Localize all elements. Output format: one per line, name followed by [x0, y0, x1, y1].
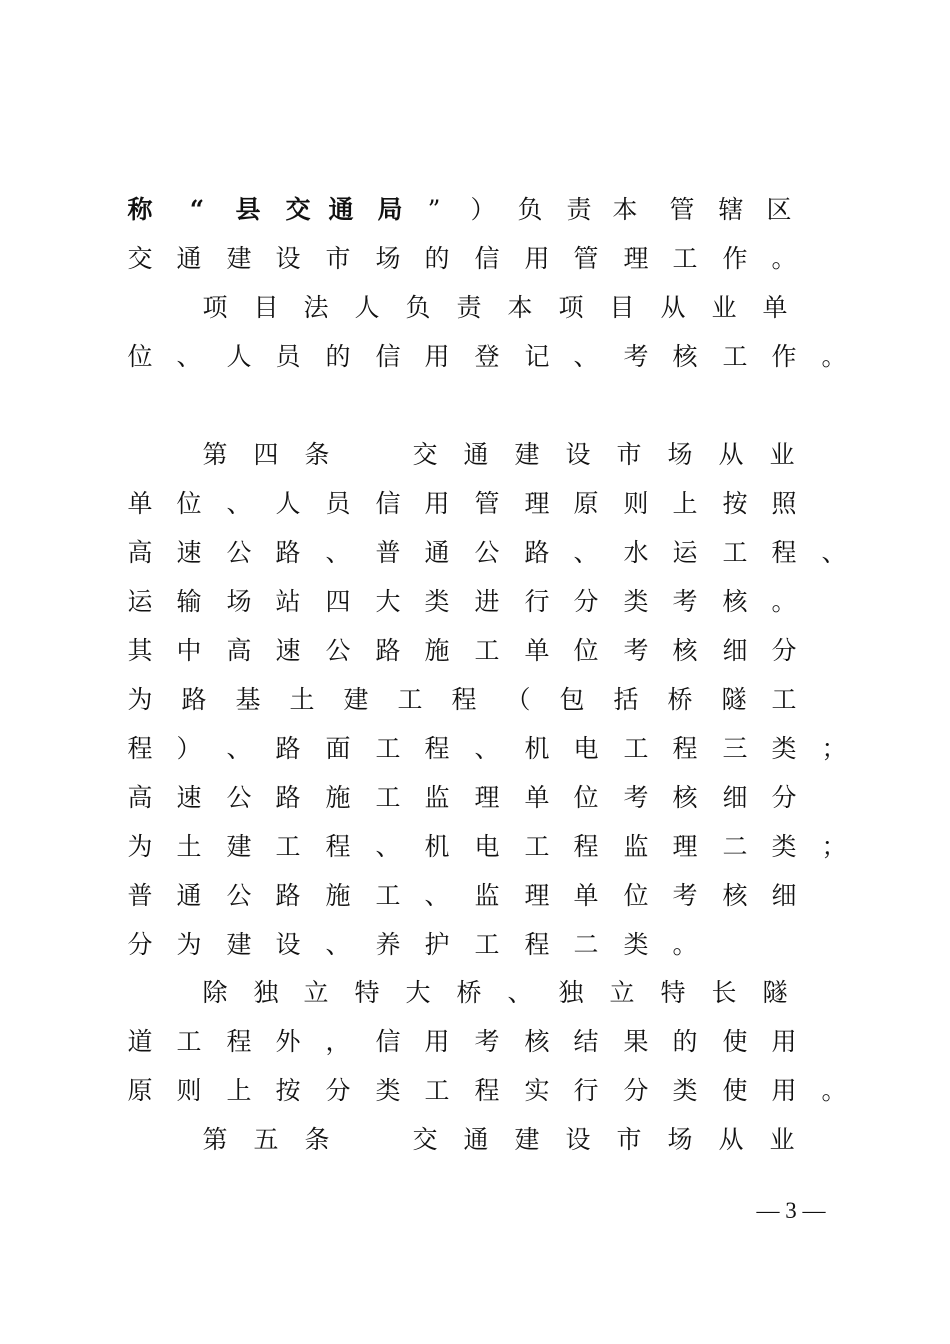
text-char: 机 — [524, 734, 550, 763]
text-char: 高 — [226, 636, 252, 665]
text-char: 局 — [377, 195, 403, 224]
text-char: 作 — [771, 342, 797, 371]
text-char: 场 — [226, 587, 252, 616]
text-char: 施 — [325, 783, 351, 812]
text-char: 使 — [722, 1076, 748, 1105]
text-char: 公 — [325, 636, 351, 665]
text-char: 工 — [375, 881, 401, 910]
text-char: 为 — [127, 685, 153, 714]
text-char: 上 — [226, 1076, 252, 1105]
text-char: 隧 — [762, 978, 788, 1007]
text-char: 理 — [623, 244, 649, 273]
text-char: 通 — [328, 195, 354, 224]
text-char: 除 — [202, 978, 228, 1007]
text-char: 考 — [623, 636, 649, 665]
text-char: 的 — [424, 244, 450, 273]
text-char: 人 — [226, 342, 252, 371]
text-char: 建 — [226, 930, 252, 959]
text-char: 业 — [769, 440, 795, 469]
text-char: 细 — [771, 881, 797, 910]
text-char: 公 — [226, 783, 252, 812]
text-char: 。 — [771, 244, 797, 273]
text-char: 、 — [375, 832, 401, 861]
text-char: 核 — [722, 587, 748, 616]
text-char: 土 — [289, 685, 315, 714]
text-char: 程 — [672, 734, 698, 763]
text-char: 工 — [375, 734, 401, 763]
text-line — [0, 484, 950, 524]
text-char: 程 — [524, 930, 550, 959]
text-line — [0, 925, 950, 965]
text-char: 立 — [303, 978, 329, 1007]
text-char: 辖 — [718, 195, 744, 224]
text-char: 程 — [451, 685, 477, 714]
text-char: 五 — [253, 1125, 279, 1154]
text-line — [0, 973, 950, 1013]
text-char: 登 — [474, 342, 500, 371]
text-char: 路 — [375, 636, 401, 665]
text-char: 单 — [762, 293, 788, 322]
text-char: 、 — [474, 734, 500, 763]
text-char: 第 — [202, 1125, 228, 1154]
text-char: ； — [821, 734, 847, 763]
text-char: 分 — [771, 783, 797, 812]
text-char: 路 — [275, 734, 301, 763]
text-char: 作 — [722, 244, 748, 273]
text-char: 理 — [672, 832, 698, 861]
text-char: 工 — [722, 538, 748, 567]
text-char: 责 — [456, 293, 482, 322]
text-char: ； — [821, 832, 847, 861]
text-char: 工 — [524, 832, 550, 861]
text-char: 交 — [127, 244, 153, 273]
text-char: 桥 — [456, 978, 482, 1007]
text-char: 人 — [354, 293, 380, 322]
text-char: 位 — [573, 636, 599, 665]
text-char: 类 — [424, 587, 450, 616]
text-char: 三 — [722, 734, 748, 763]
text-line — [0, 435, 950, 475]
text-char: 员 — [325, 489, 351, 518]
text-char: 理 — [524, 881, 550, 910]
text-char: 电 — [474, 832, 500, 861]
text-char: 分 — [771, 636, 797, 665]
text-char: “ — [189, 195, 205, 224]
text-char: 监 — [623, 832, 649, 861]
text-char: 行 — [524, 587, 550, 616]
text-char: ） — [176, 734, 202, 763]
text-char: 则 — [623, 489, 649, 518]
text-char: 条 — [304, 1125, 330, 1154]
text-char: 信 — [375, 1027, 401, 1056]
text-char: 建 — [226, 244, 252, 273]
text-char: 用 — [771, 1027, 797, 1056]
text-char: 原 — [127, 1076, 153, 1105]
text-char: 法 — [303, 293, 329, 322]
text-char: 类 — [623, 930, 649, 959]
text-char: 监 — [424, 783, 450, 812]
text-char: 独 — [558, 978, 584, 1007]
text-char: 考 — [672, 881, 698, 910]
text-char: 。 — [821, 1076, 847, 1105]
text-char: 单 — [524, 636, 550, 665]
text-char: 本 — [507, 293, 533, 322]
text-char: 项 — [558, 293, 584, 322]
text-char: 信 — [375, 489, 401, 518]
text-char: 、 — [325, 930, 351, 959]
text-char: 原 — [573, 489, 599, 518]
text-char: 业 — [711, 293, 737, 322]
text-char: 包 — [559, 685, 585, 714]
text-char: 桥 — [667, 685, 693, 714]
text-char: 市 — [616, 440, 642, 469]
text-char: 建 — [226, 832, 252, 861]
text-char: 类 — [771, 734, 797, 763]
text-char: 输 — [176, 587, 202, 616]
text-char: 设 — [275, 930, 301, 959]
text-char: 。 — [771, 587, 797, 616]
text-char: 目 — [609, 293, 635, 322]
text-char: 位 — [176, 489, 202, 518]
text-char: 二 — [722, 832, 748, 861]
text-char: 业 — [769, 1125, 795, 1154]
text-char: 单 — [524, 783, 550, 812]
text-line — [0, 827, 950, 867]
text-char: 监 — [474, 881, 500, 910]
text-char: 括 — [613, 685, 639, 714]
text-char: 按 — [722, 489, 748, 518]
text-char: 、 — [226, 489, 252, 518]
text-char: 普 — [375, 538, 401, 567]
text-char: 核 — [722, 881, 748, 910]
text-char: 单 — [127, 489, 153, 518]
text-char: 速 — [176, 783, 202, 812]
text-char: 管 — [573, 244, 599, 273]
text-char: 四 — [325, 587, 351, 616]
text-char: 人 — [275, 489, 301, 518]
text-char: 通 — [424, 538, 450, 567]
text-char: 行 — [573, 1076, 599, 1105]
text-char: 项 — [202, 293, 228, 322]
text-line — [0, 1071, 950, 1111]
text-char: 程 — [226, 1027, 252, 1056]
text-char: 、 — [325, 538, 351, 567]
text-char: 、 — [424, 881, 450, 910]
text-char: 速 — [176, 538, 202, 567]
text-char: 称 — [127, 195, 153, 224]
text-char: 信 — [375, 342, 401, 371]
text-char: 交 — [285, 195, 311, 224]
text-char: 工 — [474, 930, 500, 959]
text-char: 交 — [412, 440, 438, 469]
text-char: 市 — [616, 1125, 642, 1154]
text-char: 果 — [623, 1027, 649, 1056]
text-char: 电 — [573, 734, 599, 763]
text-char: 则 — [176, 1076, 202, 1105]
text-char: ， — [325, 1027, 351, 1056]
text-char: 分 — [325, 1076, 351, 1105]
text-char: 建 — [514, 440, 540, 469]
text-line — [0, 190, 950, 230]
text-char: 基 — [235, 685, 261, 714]
text-char: 程 — [474, 1076, 500, 1105]
text-char: 大 — [405, 978, 431, 1007]
text-char: 护 — [424, 930, 450, 959]
text-char: 本 — [612, 195, 638, 224]
text-char: 通 — [176, 881, 202, 910]
text-char: 类 — [771, 832, 797, 861]
text-char: 的 — [672, 1027, 698, 1056]
text-line — [0, 729, 950, 769]
text-char: 通 — [463, 1125, 489, 1154]
text-line — [0, 582, 950, 622]
text-char: 公 — [474, 538, 500, 567]
text-char: 、 — [176, 342, 202, 371]
text-char: ） — [470, 195, 496, 224]
text-char: 实 — [524, 1076, 550, 1105]
text-char: 工 — [771, 685, 797, 714]
text-char: 工 — [397, 685, 423, 714]
text-char: 特 — [660, 978, 686, 1007]
text-char: 。 — [821, 342, 847, 371]
text-line — [0, 778, 950, 818]
text-char: 路 — [275, 783, 301, 812]
text-char: 第 — [202, 440, 228, 469]
text-char: 负 — [405, 293, 431, 322]
text-char: 管 — [474, 489, 500, 518]
text-line — [0, 680, 950, 720]
text-char: 、 — [821, 538, 847, 567]
text-char: 县 — [235, 195, 261, 224]
text-char: 设 — [275, 244, 301, 273]
text-char: 公 — [226, 538, 252, 567]
text-char: 独 — [253, 978, 279, 1007]
text-char: 管 — [669, 195, 695, 224]
text-char: 其 — [127, 636, 153, 665]
text-char: 程 — [573, 832, 599, 861]
text-char: 工 — [176, 1027, 202, 1056]
text-char: 施 — [325, 881, 351, 910]
text-char: 核 — [672, 783, 698, 812]
text-char: 位 — [623, 881, 649, 910]
text-char: 通 — [463, 440, 489, 469]
text-line — [0, 533, 950, 573]
text-char: 路 — [275, 538, 301, 567]
text-line — [0, 1022, 950, 1062]
text-char: 外 — [275, 1027, 301, 1056]
text-char: 负 — [517, 195, 543, 224]
text-char: 类 — [672, 1076, 698, 1105]
text-char: 目 — [253, 293, 279, 322]
text-char: 交 — [412, 1125, 438, 1154]
text-char: 类 — [375, 1076, 401, 1105]
text-char: 路 — [275, 881, 301, 910]
text-char: 考 — [623, 783, 649, 812]
text-char: 运 — [127, 587, 153, 616]
text-char: 特 — [354, 978, 380, 1007]
text-line — [0, 876, 950, 916]
text-char: 速 — [275, 636, 301, 665]
text-char: 工 — [722, 342, 748, 371]
text-char: 理 — [524, 489, 550, 518]
text-char: 程 — [771, 538, 797, 567]
text-char: 场 — [375, 244, 401, 273]
text-char: 细 — [722, 636, 748, 665]
text-char: 程 — [127, 734, 153, 763]
text-char: 核 — [524, 1027, 550, 1056]
text-char: 、 — [507, 978, 533, 1007]
text-char: 工 — [672, 244, 698, 273]
text-char: 场 — [667, 440, 693, 469]
text-char: 细 — [722, 783, 748, 812]
text-char: 路 — [524, 538, 550, 567]
text-char: ” — [427, 195, 441, 224]
text-char: 长 — [711, 978, 737, 1007]
text-char: 责 — [566, 195, 592, 224]
text-char: 施 — [424, 636, 450, 665]
text-char: 用 — [524, 244, 550, 273]
text-char: 公 — [226, 881, 252, 910]
text-char: 通 — [176, 244, 202, 273]
text-char: 、 — [573, 342, 599, 371]
text-char: 核 — [672, 342, 698, 371]
text-char: 进 — [474, 587, 500, 616]
text-char: 普 — [127, 881, 153, 910]
text-char: 立 — [609, 978, 635, 1007]
text-char: 用 — [424, 342, 450, 371]
text-char: 工 — [424, 1076, 450, 1105]
text-char: 用 — [771, 1076, 797, 1105]
text-char: 区 — [766, 195, 792, 224]
text-char: 工 — [275, 832, 301, 861]
text-char: 员 — [275, 342, 301, 371]
text-char: 设 — [565, 440, 591, 469]
text-char: 中 — [176, 636, 202, 665]
text-char: 记 — [524, 342, 550, 371]
text-char: 为 — [176, 930, 202, 959]
text-char: 设 — [565, 1125, 591, 1154]
text-char: 从 — [718, 440, 744, 469]
text-char: 为 — [127, 832, 153, 861]
text-char: 单 — [573, 881, 599, 910]
text-char: 信 — [474, 244, 500, 273]
text-char: 类 — [623, 587, 649, 616]
text-char: 从 — [660, 293, 686, 322]
text-line — [0, 337, 950, 377]
text-char: 条 — [304, 440, 330, 469]
text-char: 、 — [226, 734, 252, 763]
text-char: 。 — [672, 930, 698, 959]
text-char: 结 — [573, 1027, 599, 1056]
text-char: 使 — [722, 1027, 748, 1056]
text-char: 场 — [667, 1125, 693, 1154]
text-char: 土 — [176, 832, 202, 861]
text-char: 位 — [127, 342, 153, 371]
text-line — [0, 239, 950, 279]
text-char: 高 — [127, 538, 153, 567]
text-char: 理 — [474, 783, 500, 812]
text-char: 程 — [325, 832, 351, 861]
text-char: （ — [505, 685, 531, 714]
text-char: 考 — [623, 342, 649, 371]
text-char: 考 — [672, 587, 698, 616]
text-char: 分 — [127, 930, 153, 959]
text-char: 养 — [375, 930, 401, 959]
text-char: 从 — [718, 1125, 744, 1154]
text-char: 道 — [127, 1027, 153, 1056]
text-char: 隧 — [721, 685, 747, 714]
text-char: 位 — [573, 783, 599, 812]
text-char: 用 — [424, 1027, 450, 1056]
text-char: 建 — [343, 685, 369, 714]
text-line — [0, 631, 950, 671]
text-char: 核 — [672, 636, 698, 665]
text-char: 站 — [275, 587, 301, 616]
text-char: 用 — [424, 489, 450, 518]
text-char: 机 — [424, 832, 450, 861]
text-char: 、 — [573, 538, 599, 567]
text-char: 的 — [325, 342, 351, 371]
text-char: 分 — [573, 587, 599, 616]
text-char: 建 — [514, 1125, 540, 1154]
text-line — [0, 288, 950, 328]
text-char: 按 — [275, 1076, 301, 1105]
text-char: 分 — [623, 1076, 649, 1105]
text-char: 照 — [771, 489, 797, 518]
text-char: 上 — [672, 489, 698, 518]
text-char: 高 — [127, 783, 153, 812]
text-char: 路 — [181, 685, 207, 714]
text-char: 考 — [474, 1027, 500, 1056]
text-char: 大 — [375, 587, 401, 616]
text-char: 工 — [623, 734, 649, 763]
text-char: 二 — [573, 930, 599, 959]
text-char: 运 — [672, 538, 698, 567]
text-char: 四 — [253, 440, 279, 469]
text-char: 市 — [325, 244, 351, 273]
text-char: 工 — [474, 636, 500, 665]
page-number: — 3 — — [756, 1198, 826, 1223]
text-char: 程 — [424, 734, 450, 763]
text-char: 面 — [325, 734, 351, 763]
text-line — [0, 1120, 950, 1160]
text-char: 水 — [623, 538, 649, 567]
text-char: 工 — [375, 783, 401, 812]
